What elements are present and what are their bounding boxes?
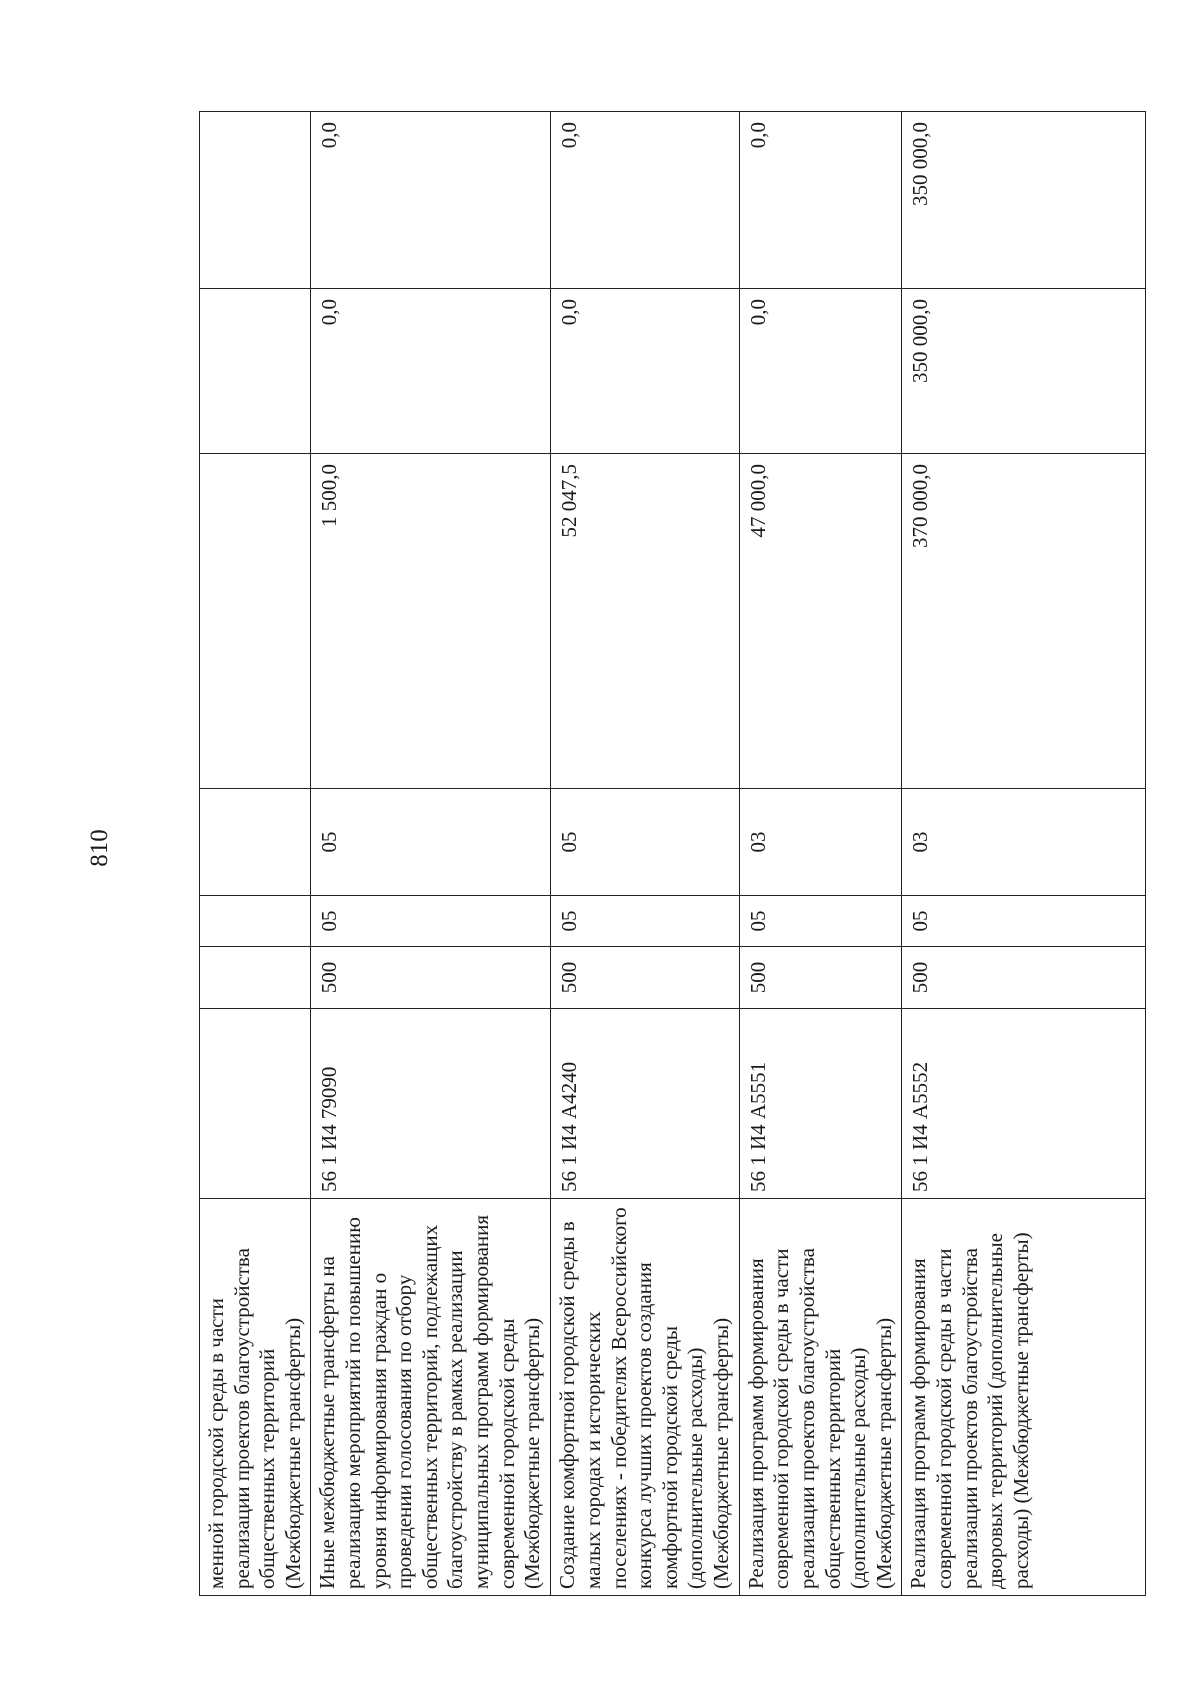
row-code [200,1009,311,1199]
row-section [200,896,311,947]
row-description: Создание комфортной городской среды в малых городах и исторических поселениях - победителях Всероссийского конкурса лучших проектов создания комфортной городской среды (дополнительные расходы) (Межбюджетные трансферты) [551,1199,739,1596]
row-amount-1: 370 000,0 [902,454,1146,789]
row-amount-2: 0,0 [551,289,739,454]
row-code: 56 1 И4 А4240 [551,1009,739,1199]
row-amount-2: 0,0 [739,289,902,454]
table-row [902,112,1146,1596]
row-subsection [200,789,311,896]
row-description: Иные межбюджетные трансферты на реализацию мероприятий по повышению уровня информирования граждан о проведении голосования по отбору общественных территорий, подлежащих благоустройству в рамках реализации муниципальных программ формирования современной городской среды (Межбюджетные трансферты) [311,1199,551,1596]
row-amount-3: 350 000,0 [902,112,1146,289]
row-amount-1: 47 000,0 [739,454,902,789]
row-amount-1: 52 047,5 [551,454,739,789]
row-description: Реализация программ формирования современной городской среды в части реализации проектов благоустройства общественных территорий (дополнительные расходы) (Межбюджетные трансферты) [739,1199,902,1596]
row-amount-2 [200,289,311,454]
row-amount-1 [200,454,311,789]
row-section: 05 [902,896,1146,947]
row-amount-3: 0,0 [739,112,902,289]
page-number: 810 [86,829,113,867]
table-row [739,112,902,1596]
row-section: 05 [311,896,551,947]
table-row [200,112,311,1596]
row-amount-3: 0,0 [551,112,739,289]
row-amount-3 [200,112,311,289]
row-type [200,947,311,1009]
row-description: Реализация программ формирования современной городской среды в части реализации проектов благоустройства дворовых территорий (дополнительные расходы) (Межбюджетные трансферты) [902,1199,1146,1596]
table-row [551,112,739,1596]
row-description: менной городской среды в части реализации проектов благоустройства общественных территорий (Межбюджетные трансферты) [200,1199,311,1596]
row-type: 500 [739,947,902,1009]
table-row [311,112,551,1596]
budget-table-container [199,112,1121,1596]
row-code: 56 1 И4 А5552 [902,1009,1146,1199]
budget-table [199,111,1146,1596]
row-amount-2: 350 000,0 [902,289,1146,454]
row-type: 500 [551,947,739,1009]
row-section: 05 [551,896,739,947]
row-amount-3: 0,0 [311,112,551,289]
row-code: 56 1 И4 А5551 [739,1009,902,1199]
row-code: 56 1 И4 79090 [311,1009,551,1199]
row-type: 500 [311,947,551,1009]
row-subsection: 05 [311,789,551,896]
row-subsection: 03 [902,789,1146,896]
row-subsection: 03 [739,789,902,896]
row-subsection: 05 [551,789,739,896]
row-section: 05 [739,896,902,947]
row-type: 500 [902,947,1146,1009]
row-amount-2: 0,0 [311,289,551,454]
row-amount-1: 1 500,0 [311,454,551,789]
